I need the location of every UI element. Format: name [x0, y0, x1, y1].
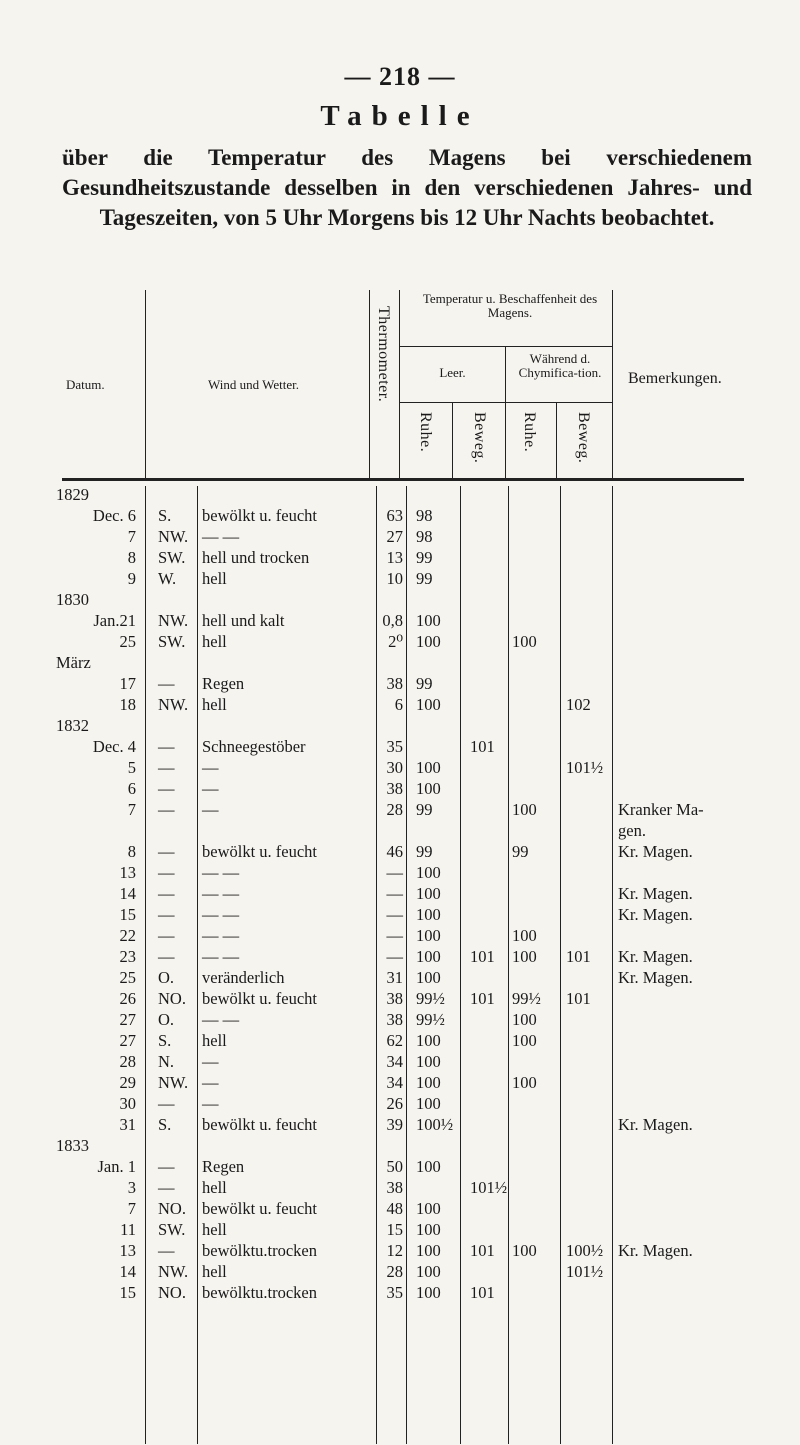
- date-cell: 5: [127, 758, 136, 777]
- remark-cell: gen.: [618, 821, 646, 840]
- thermometer-cell: 28: [386, 1262, 403, 1281]
- table-row: [0, 1009, 800, 1030]
- wind-direction-cell: SW.: [158, 548, 186, 567]
- wind-direction-cell: SW.: [158, 632, 186, 651]
- empty-rest-cell: 98: [416, 506, 433, 525]
- wind-direction-cell: NO.: [158, 1283, 186, 1302]
- weather-cell: —: [202, 1073, 219, 1092]
- date-cell: 28: [119, 1052, 136, 1071]
- date-cell: 7: [127, 527, 136, 546]
- thermometer-cell: —: [386, 926, 403, 945]
- header-leer-beweg: Beweg.: [471, 412, 488, 464]
- weather-cell: Regen: [202, 1157, 245, 1176]
- thermometer-cell: 35: [386, 737, 403, 756]
- weather-cell: bewölktu.trocken: [202, 1283, 318, 1302]
- thermometer-cell: 31: [386, 968, 403, 987]
- wind-direction-cell: —: [158, 926, 175, 945]
- empty-motion-cell: 101: [470, 737, 495, 756]
- empty-rest-cell: 99: [416, 842, 433, 861]
- date-cell: 29: [119, 1073, 136, 1092]
- table-row: [0, 841, 800, 862]
- header-rule: [62, 478, 744, 481]
- wind-direction-cell: NO.: [158, 1199, 186, 1218]
- wind-direction-cell: S.: [158, 1031, 172, 1050]
- weather-cell: —: [202, 1094, 219, 1113]
- thermometer-cell: —: [386, 884, 403, 903]
- empty-rest-cell: 100: [416, 1283, 441, 1302]
- thermometer-cell: —: [386, 947, 403, 966]
- table-row: [0, 925, 800, 946]
- chymification-rest-cell: 100: [512, 800, 537, 819]
- table-row: [0, 736, 800, 757]
- empty-rest-cell: 100: [416, 1262, 441, 1281]
- divider: [399, 402, 612, 403]
- table-row: [0, 526, 800, 547]
- table-caption: über die Temperatur des Magens bei verschiedenem Gesundheitszustande desselben in den verschiedenen Jahres- und Tageszeiten, von 5 Uhr Morgens bis 12 Uhr Nachts beobachtet.: [62, 145, 752, 230]
- year-label: 1833: [56, 1136, 89, 1155]
- table-row: [0, 484, 800, 505]
- date-cell: Jan. 1: [97, 1157, 136, 1176]
- thermometer-cell: 39: [386, 1115, 403, 1134]
- empty-rest-cell: 99½: [416, 989, 445, 1008]
- date-cell: 25: [119, 632, 136, 651]
- table-row: [0, 904, 800, 925]
- remark-cell: Kr. Magen.: [618, 1241, 693, 1260]
- empty-motion-cell: 101½: [470, 1178, 508, 1197]
- empty-rest-cell: 100: [416, 905, 441, 924]
- empty-rest-cell: 100: [416, 884, 441, 903]
- table-row: [0, 820, 800, 841]
- thermometer-cell: 34: [386, 1052, 403, 1071]
- table-row: [0, 862, 800, 883]
- empty-rest-cell: 99: [416, 800, 433, 819]
- chymification-rest-cell: 100: [512, 1031, 537, 1050]
- table-row: [0, 757, 800, 778]
- date-cell: 17: [119, 674, 136, 693]
- thermometer-cell: 13: [386, 548, 403, 567]
- wind-direction-cell: NW.: [158, 611, 189, 630]
- remark-cell: Kr. Magen.: [618, 947, 693, 966]
- date-cell: 7: [127, 800, 136, 819]
- header-wind: Wind und Wetter.: [208, 377, 299, 392]
- weather-cell: —: [202, 1052, 219, 1071]
- year-label: 1832: [56, 716, 89, 735]
- remark-cell: Kranker Ma-: [618, 800, 704, 819]
- table-row: [0, 715, 800, 736]
- empty-rest-cell: 100: [416, 1220, 441, 1239]
- wind-direction-cell: —: [158, 1241, 175, 1260]
- weather-cell: hell: [202, 1031, 227, 1050]
- wind-direction-cell: W.: [158, 569, 177, 588]
- chymification-motion-cell: 101½: [566, 758, 604, 777]
- empty-rest-cell: 100: [416, 926, 441, 945]
- empty-motion-cell: 101: [470, 1283, 495, 1302]
- empty-rest-cell: 100: [416, 611, 441, 630]
- thermometer-cell: 10: [386, 569, 403, 588]
- wind-direction-cell: —: [158, 947, 175, 966]
- table-row: [0, 799, 800, 820]
- thermometer-cell: 62: [386, 1031, 403, 1050]
- chymification-motion-cell: 101½: [566, 1262, 604, 1281]
- date-cell: 13: [119, 1241, 136, 1260]
- wind-direction-cell: N.: [158, 1052, 175, 1071]
- weather-cell: hell und trocken: [202, 548, 310, 567]
- divider: [612, 290, 613, 480]
- date-cell: 27: [119, 1031, 136, 1050]
- thermometer-cell: 15: [386, 1220, 403, 1239]
- weather-cell: bewölkt u. feucht: [202, 989, 318, 1008]
- date-cell: 9: [127, 569, 136, 588]
- weather-cell: bewölkt u. feucht: [202, 1115, 318, 1134]
- thermometer-cell: 26: [386, 1094, 403, 1113]
- thermometer-cell: 35: [386, 1283, 403, 1302]
- remark-cell: Kr. Magen.: [618, 1115, 693, 1134]
- wind-direction-cell: —: [158, 842, 175, 861]
- empty-rest-cell: 99: [416, 548, 433, 567]
- thermometer-cell: 2⁰: [388, 632, 403, 651]
- weather-cell: bewölkt u. feucht: [202, 842, 318, 861]
- wind-direction-cell: NW.: [158, 527, 189, 546]
- weather-cell: — —: [202, 1010, 240, 1029]
- chymification-rest-cell: 99½: [512, 989, 541, 1008]
- weather-cell: hell: [202, 695, 227, 714]
- thermometer-cell: 12: [386, 1241, 403, 1260]
- date-cell: 14: [119, 884, 136, 903]
- wind-direction-cell: —: [158, 674, 175, 693]
- empty-rest-cell: 100: [416, 1241, 441, 1260]
- weather-cell: Schneegestöber: [202, 737, 306, 756]
- table-row: [0, 1072, 800, 1093]
- weather-cell: hell: [202, 632, 227, 651]
- date-cell: 13: [119, 863, 136, 882]
- empty-rest-cell: 100: [416, 947, 441, 966]
- table-row: [0, 589, 800, 610]
- chymification-rest-cell: 100: [512, 1010, 537, 1029]
- table-row: [0, 1135, 800, 1156]
- table-row: [0, 778, 800, 799]
- wind-direction-cell: —: [158, 758, 175, 777]
- date-cell: 27: [119, 1010, 136, 1029]
- remark-cell: Kr. Magen.: [618, 968, 693, 987]
- empty-rest-cell: 100: [416, 695, 441, 714]
- remark-cell: Kr. Magen.: [618, 884, 693, 903]
- empty-rest-cell: 100: [416, 1073, 441, 1092]
- thermometer-cell: 38: [386, 779, 403, 798]
- empty-rest-cell: 99: [416, 674, 433, 693]
- weather-cell: bewölkt u. feucht: [202, 506, 318, 525]
- date-cell: 14: [119, 1262, 136, 1281]
- weather-cell: —: [202, 800, 219, 819]
- table-row: [0, 568, 800, 589]
- weather-cell: hell: [202, 1220, 227, 1239]
- date-cell: 31: [119, 1115, 136, 1134]
- empty-motion-cell: 101: [470, 989, 495, 1008]
- chymification-rest-cell: 100: [512, 1073, 537, 1092]
- table-row: [0, 631, 800, 652]
- weather-cell: bewölktu.trocken: [202, 1241, 318, 1260]
- weather-cell: — —: [202, 905, 240, 924]
- table-row: [0, 652, 800, 673]
- header-temp-group: Temperatur u. Beschaffenheit des Magens.: [422, 291, 598, 320]
- date-cell: 7: [127, 1199, 136, 1218]
- table-row: [0, 694, 800, 715]
- thermometer-cell: 38: [386, 989, 403, 1008]
- table-row: [0, 1114, 800, 1135]
- weather-cell: veränderlich: [202, 968, 285, 987]
- wind-direction-cell: —: [158, 863, 175, 882]
- table-row: [0, 1051, 800, 1072]
- wind-direction-cell: NW.: [158, 1073, 189, 1092]
- weather-cell: — —: [202, 527, 240, 546]
- empty-motion-cell: 101: [470, 947, 495, 966]
- wind-direction-cell: SW.: [158, 1220, 186, 1239]
- weather-cell: hell: [202, 1262, 227, 1281]
- weather-cell: —: [202, 758, 219, 777]
- chymification-motion-cell: 101: [566, 989, 591, 1008]
- wind-direction-cell: —: [158, 1178, 175, 1197]
- table-row: [0, 547, 800, 568]
- date-cell: Dec. 4: [92, 737, 136, 756]
- date-cell: 23: [119, 947, 136, 966]
- table-row: [0, 673, 800, 694]
- table-row: [0, 1240, 800, 1261]
- thermometer-cell: 46: [386, 842, 403, 861]
- empty-rest-cell: 99: [416, 569, 433, 588]
- wind-direction-cell: NW.: [158, 695, 189, 714]
- wind-direction-cell: —: [158, 737, 175, 756]
- divider: [505, 346, 506, 480]
- empty-rest-cell: 100: [416, 1052, 441, 1071]
- date-cell: 11: [120, 1220, 136, 1239]
- remark-cell: Kr. Magen.: [618, 842, 693, 861]
- divider: [145, 290, 146, 480]
- divider: [452, 402, 453, 480]
- date-cell: 18: [119, 695, 136, 714]
- table-row: [0, 1198, 800, 1219]
- header-leer: Leer.: [439, 365, 466, 380]
- chymification-rest-cell: 100: [512, 632, 537, 651]
- header-leer-ruhe: Ruhe.: [417, 412, 434, 453]
- header-datum: Datum.: [66, 377, 105, 392]
- weather-cell: — —: [202, 863, 240, 882]
- weather-cell: — —: [202, 947, 240, 966]
- date-cell: 25: [119, 968, 136, 987]
- header-thermometer: Thermometer.: [375, 306, 392, 403]
- table-row: [0, 610, 800, 631]
- wind-direction-cell: —: [158, 884, 175, 903]
- divider: [399, 290, 400, 480]
- table-row: [0, 1093, 800, 1114]
- empty-rest-cell: 99½: [416, 1010, 445, 1029]
- thermometer-cell: —: [386, 905, 403, 924]
- table-row: [0, 946, 800, 967]
- table-row: [0, 505, 800, 526]
- date-cell: 3: [127, 1178, 136, 1197]
- thermometer-cell: —: [386, 863, 403, 882]
- date-cell: 30: [119, 1094, 136, 1113]
- date-cell: 8: [127, 842, 136, 861]
- empty-rest-cell: 100: [416, 1199, 441, 1218]
- empty-motion-cell: 101: [470, 1241, 495, 1260]
- date-cell: 8: [127, 548, 136, 567]
- weather-cell: hell und kalt: [202, 611, 285, 630]
- wind-direction-cell: —: [158, 779, 175, 798]
- thermometer-cell: 48: [386, 1199, 403, 1218]
- empty-rest-cell: 100: [416, 1157, 441, 1176]
- wind-direction-cell: NO.: [158, 989, 186, 1008]
- thermometer-cell: 28: [386, 800, 403, 819]
- chymification-rest-cell: 100: [512, 947, 537, 966]
- chymification-motion-cell: 102: [566, 695, 591, 714]
- divider: [399, 346, 612, 347]
- wind-direction-cell: NW.: [158, 1262, 189, 1281]
- empty-rest-cell: 100: [416, 632, 441, 651]
- table-row: [0, 883, 800, 904]
- divider: [556, 402, 557, 480]
- wind-direction-cell: —: [158, 800, 175, 819]
- thermometer-cell: 38: [386, 674, 403, 693]
- header-bemerkungen: Bemerkungen.: [628, 370, 722, 387]
- empty-rest-cell: 100: [416, 779, 441, 798]
- wind-direction-cell: —: [158, 905, 175, 924]
- empty-rest-cell: 100: [416, 1031, 441, 1050]
- wind-direction-cell: S.: [158, 1115, 172, 1134]
- thermometer-cell: 27: [386, 527, 403, 546]
- table-row: [0, 967, 800, 988]
- weather-cell: —: [202, 779, 219, 798]
- header-chym-ruhe: Ruhe.: [521, 412, 538, 453]
- chymification-rest-cell: 100: [512, 1241, 537, 1260]
- table-row: [0, 1156, 800, 1177]
- wind-direction-cell: O.: [158, 968, 175, 987]
- chymification-motion-cell: 101: [566, 947, 591, 966]
- weather-cell: — —: [202, 926, 240, 945]
- thermometer-cell: 30: [386, 758, 403, 777]
- date-cell: 26: [119, 989, 136, 1008]
- thermometer-cell: 38: [386, 1178, 403, 1197]
- date-cell: Jan.21: [93, 611, 136, 630]
- thermometer-cell: 38: [386, 1010, 403, 1029]
- wind-direction-cell: S.: [158, 506, 172, 525]
- divider: [369, 290, 370, 480]
- thermometer-cell: 50: [386, 1157, 403, 1176]
- table-row: [0, 1219, 800, 1240]
- table-row: [0, 1030, 800, 1051]
- weather-cell: — —: [202, 884, 240, 903]
- weather-cell: bewölkt u. feucht: [202, 1199, 318, 1218]
- empty-rest-cell: 100: [416, 758, 441, 777]
- year-label: 1829: [56, 485, 89, 504]
- empty-rest-cell: 100: [416, 968, 441, 987]
- empty-rest-cell: 100½: [416, 1115, 454, 1134]
- wind-direction-cell: —: [158, 1157, 175, 1176]
- weather-cell: Regen: [202, 674, 245, 693]
- header-waehrend: Während d. Chymifica-tion.: [518, 351, 602, 380]
- thermometer-cell: 34: [386, 1073, 403, 1092]
- header-chym-beweg: Beweg.: [575, 412, 592, 464]
- table-row: [0, 1282, 800, 1303]
- table-row: [0, 1261, 800, 1282]
- date-cell: 15: [119, 905, 136, 924]
- empty-rest-cell: 98: [416, 527, 433, 546]
- chymification-rest-cell: 99: [512, 842, 529, 861]
- remark-cell: Kr. Magen.: [618, 905, 693, 924]
- year-label: März: [56, 653, 91, 672]
- date-cell: 6: [127, 779, 136, 798]
- weather-cell: hell: [202, 1178, 227, 1197]
- table-row: [0, 988, 800, 1009]
- table-row: [0, 1177, 800, 1198]
- wind-direction-cell: —: [158, 1094, 175, 1113]
- date-cell: 22: [119, 926, 136, 945]
- chymification-motion-cell: 100½: [566, 1241, 604, 1260]
- wind-direction-cell: O.: [158, 1010, 175, 1029]
- date-cell: 15: [119, 1283, 136, 1302]
- date-cell: Dec. 6: [92, 506, 136, 525]
- empty-rest-cell: 100: [416, 863, 441, 882]
- thermometer-cell: 0,8: [382, 611, 403, 630]
- page-number: — 218 —: [344, 62, 456, 91]
- chymification-rest-cell: 100: [512, 926, 537, 945]
- year-label: 1830: [56, 590, 89, 609]
- thermometer-cell: 63: [386, 506, 403, 525]
- empty-rest-cell: 100: [416, 1094, 441, 1113]
- page-title: Tabelle: [320, 100, 480, 132]
- thermometer-cell: 6: [394, 695, 403, 714]
- weather-cell: hell: [202, 569, 227, 588]
